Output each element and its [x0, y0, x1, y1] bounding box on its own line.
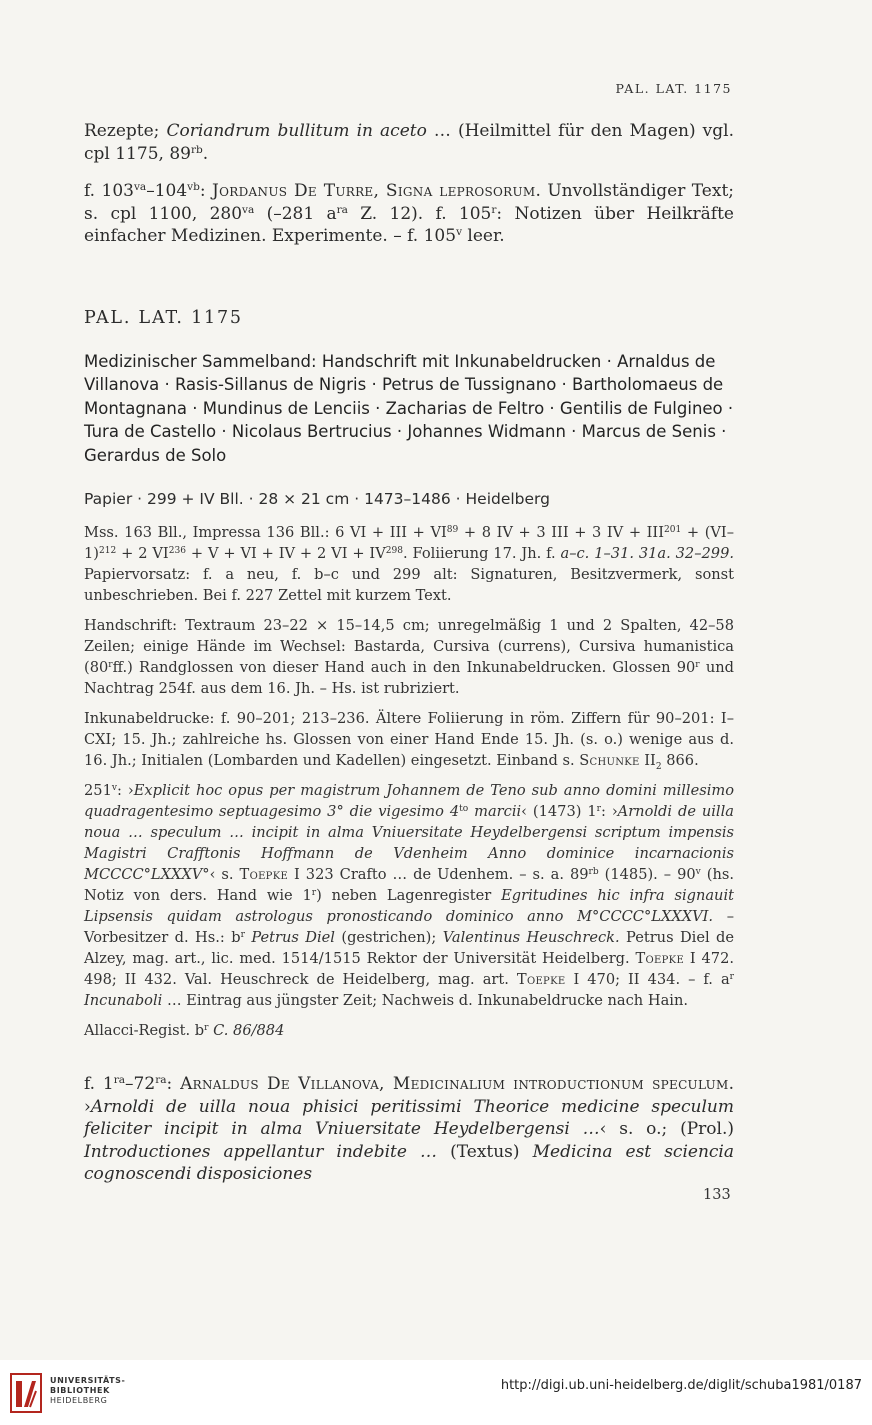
text: Handschrift: Textraum 23–22 × 15–14,5 cm; unregelmäßig 1 und 2 Spalten, 42–58 Zeilen; einige Hände im Wechsel: Bastarda, Cursiva (currens), Cursiva humanistica (80 [84, 617, 734, 676]
source-url-link[interactable]: http://digi.ub.uni-heidelberg.de/diglit/schuba1981/0187 [500, 1378, 862, 1393]
text: : [166, 1074, 181, 1094]
sup: 298 [385, 546, 404, 557]
text: : Notizen über Heilkräfte einfacher Medizinen. Experimente. – f. 105 [84, 203, 734, 246]
author-smallcaps: Schunke [579, 752, 640, 769]
text: I 323 Crafto … de Udenhem. – s. a. 89 [288, 866, 589, 883]
sup: to [459, 804, 469, 815]
recipe-end: . [202, 143, 209, 164]
text: I 472. 498; II 432. Val. Heuschreck de Heidelberg, mag. art. [84, 950, 734, 988]
sup: 89 [446, 525, 459, 536]
italic-text: Valentinus Heuschreck. [442, 929, 620, 946]
sup: r [311, 888, 317, 899]
sup: 201 [663, 525, 682, 536]
author-smallcaps: Toepke [635, 950, 685, 967]
sup: r [695, 660, 700, 671]
library-name-line: UNIVERSITÄTS- [50, 1376, 126, 1385]
sup: r [108, 660, 113, 671]
author-title: Jordanus De Turre, Signa leprosorum [212, 181, 536, 201]
mss-paragraph [84, 522, 734, 606]
handschrift-paragraph [84, 615, 734, 699]
sup: v [456, 226, 463, 239]
text: – Vorbesitzer d. Hs.: b [84, 908, 735, 946]
sup: va [242, 203, 255, 216]
recipe-title: Coriandrum bullitum in aceto [166, 121, 427, 141]
text: : › [116, 782, 134, 799]
text: ‹ s. [209, 866, 240, 883]
allacci-paragraph [84, 1020, 734, 1041]
sup: r [729, 972, 734, 983]
library-name-line: HEIDELBERG [50, 1396, 108, 1405]
text: + 8 IV + 3 III + 3 IV + III [458, 524, 664, 541]
text: Mss. 163 Bll., Impressa 136 Bll.: 6 VI + III + VI [84, 524, 447, 541]
text: Inkunabeldrucke: f. 90–201; 213–236. Ältere Foliierung in röm. Ziffern für 90–201: I–CXI; 15. Jh.; zahlreiche hs. Glossen von einer Hand Ende 15. Jh. (s. o.) wenige aus d. 16. Jh.; Initialen (Lombarden und Kadellen) eingesetzt. Einband s. [84, 710, 734, 769]
italic-text: Medicina est sciencia cognoscendi disposiciones [84, 1141, 734, 1184]
text: II [639, 752, 656, 769]
manuscript-title: Medizinischer Sammelband: Handschrift mit Inkunabeldrucken · Arnaldus de Villanova · Rasis-Sillanus de Nigris · Petrus de Tussignano · Bartholomaeus de Montagnana · Mundinus de Lenciis · Zacharias de Feltro · Gentilis de Fulgineo · Tura de Castello · Nicolaus Bertrucius · Johannes Widmann · Marcus de Senis · Gerardus de Solo [84, 352, 734, 465]
italic-text: C. 86/884 [213, 1022, 285, 1039]
sup: ra [336, 203, 348, 216]
italic-text: marcii [468, 803, 522, 820]
arnaldus-paragraph [84, 1073, 734, 1186]
page-number: 133 [703, 1187, 731, 1203]
italic-text: Egritudines hic infra signauit Lipsensis quidam astrologus pronosticando dominico anno M°CCCC°LXXXVI. [84, 887, 734, 925]
text: . Foliierung 17. Jh. f. [403, 545, 561, 562]
sup: rb [588, 867, 599, 878]
text: ) neben Lagenregister [316, 887, 502, 904]
description-body [84, 522, 734, 1050]
italic-text: Arnoldi de uilla noua phisici peritissimi Theorice medicine speculum feliciter incipit in alma Vniuersitate Heydelbergensi … [84, 1096, 734, 1139]
library-logo-icon [10, 1373, 42, 1413]
text: (–281 a [254, 203, 337, 224]
recipe-label: Rezepte; [84, 121, 167, 141]
sup: r [240, 930, 245, 941]
library-name-line: BIBLIOTHEK [50, 1386, 110, 1395]
library-name [50, 1376, 125, 1406]
text: : › [600, 803, 618, 820]
sup: ra [113, 1074, 126, 1087]
recipe-paragraph [84, 120, 734, 165]
text: . › [84, 1074, 734, 1117]
jordanus-paragraph [84, 180, 734, 248]
sup: r [491, 203, 497, 216]
italic-text: Explicit hoc opus per magistrum Johannem de Teno sub anno domini millesimo quadragentesimo septuagesimo 3° die vigesimo 4 [84, 782, 734, 820]
italic-text: Arnoldi de uilla noua … speculum … incipit in alma Vniuersitate Heydelbergensi scriptum impensis Magistri Crafftonis Hoffmann de Vdenheim Anno dominice incarnacionis MCCCC°LXXXV° [84, 803, 734, 883]
text: + V + VI + IV + 2 VI + IV [185, 545, 386, 562]
text: (Textus) [437, 1141, 533, 1162]
italic-text: a–c. 1–31. 31a. 32–299. [560, 545, 734, 562]
recipe-text: … (Heilmittel für den Magen) vgl. cpl 1175, 89 [84, 121, 735, 164]
text: … Eintrag aus jüngster Zeit; Nachweis d. Inkunabeldrucke nach Hain. [162, 992, 688, 1009]
sup: v [695, 867, 701, 878]
sub: 2 [655, 761, 662, 772]
explicit-paragraph [84, 780, 734, 1011]
text: ‹ s. o.; (Prol.) [599, 1119, 734, 1139]
recipe-sup: rb [190, 143, 203, 156]
text: –72 [125, 1074, 156, 1094]
sup: va [133, 181, 147, 194]
text: und Nachtrag 254f. aus dem 16. Jh. – Hs. ist rubriziert. [84, 659, 734, 697]
section-heading: PAL. LAT. 1175 [84, 308, 243, 328]
sup: ra [155, 1074, 167, 1087]
italic-text: Incunaboli [84, 992, 163, 1009]
text: f. 1 [84, 1074, 114, 1094]
text: leer. [462, 226, 505, 246]
text: ‹ (1473) 1 [521, 803, 597, 820]
text: (gestrichen); [334, 929, 443, 946]
text: . Unvollständiger Text; s. cpl 1100, 280 [84, 181, 734, 224]
folio-ref: –104 [146, 181, 188, 201]
sup: 212 [98, 546, 117, 557]
physical-description: Papier · 299 + IV Bll. · 28 × 21 cm · 1473–1486 · Heidelberg [84, 490, 550, 508]
text: ff.) Randglossen von dieser Hand auch in den Inkunabeldrucken. Glossen 90 [112, 659, 696, 676]
text: 251 [84, 782, 112, 799]
text: Papiervorsatz: f. a neu, f. b–c und 299 alt: Signaturen, Besitzvermerk, sonst unbeschrieben. Bei f. 227 Zettel mit kurzem Text. [84, 566, 734, 604]
text: + (VI–1) [84, 524, 734, 562]
text: (hs. Notiz von ders. Hand wie 1 [84, 866, 734, 904]
author-smallcaps: Toepke [239, 866, 289, 883]
inkunabel-paragraph [84, 708, 734, 771]
library-footer [0, 1360, 872, 1425]
sup: vb [187, 181, 200, 194]
sup: 236 [168, 546, 186, 557]
text: Allacci-Regist. b [84, 1022, 205, 1039]
italic-text: Introductiones appellantur indebite … [84, 1141, 438, 1162]
text: 866. [661, 752, 699, 769]
running-head: PAL. LAT. 1175 [615, 81, 732, 96]
text: Petrus Diel de Alzey, mag. art., lic. med. 1514/1515 Rektor der Universität Heidelberg. [84, 929, 735, 967]
sup: r [204, 1023, 209, 1034]
text: Z. 12). f. 105 [347, 203, 492, 224]
text: I 470; II 434. – f. a [565, 971, 730, 988]
folio-ref: f. 103 [84, 181, 134, 201]
author-smallcaps: Toepke [516, 971, 566, 988]
text: + 2 VI [116, 545, 169, 562]
text: (1485). – 90 [598, 866, 696, 883]
author-title: Arnaldus De Villanova, Medicinalium introductionum speculum [180, 1074, 729, 1094]
sup: v [111, 783, 117, 794]
sup: r [596, 804, 601, 815]
italic-text: Petrus Diel [251, 929, 335, 946]
text: : [199, 181, 213, 201]
